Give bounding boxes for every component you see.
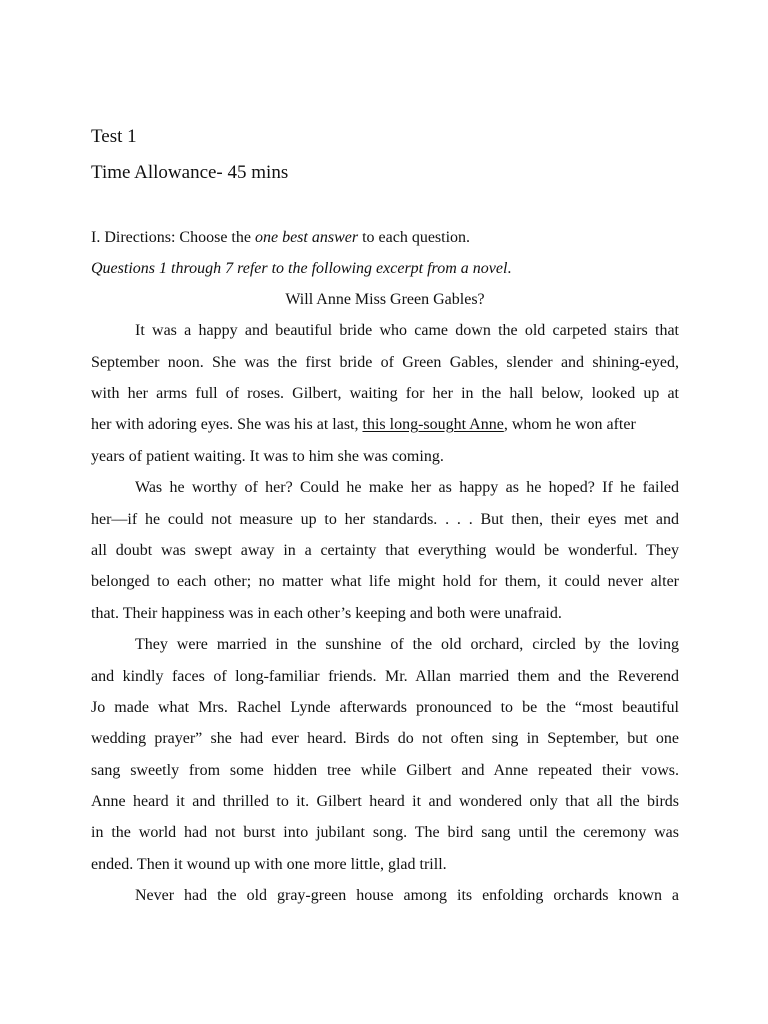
paragraph-1-line-4-start (91, 414, 636, 436)
paragraph-3-line-5: sang sweetly from some hidden tree while Gilbert and Anne repeated their vows. (91, 762, 679, 779)
paragraph-3-line-3: Jo made what Mrs. Rachel Lynde afterwards pronounced to be the “most beautiful (91, 699, 679, 716)
paragraph-3-line-4: wedding prayer” she had ever heard. Birds do not often sing in September, but one (91, 730, 679, 747)
paragraph-1-line-3: with her arms full of roses. Gilbert, waiting for her in the hall below, looked up at (91, 385, 679, 402)
directions-prefix: I. Directions: Choose the (91, 229, 255, 246)
paragraph-1-line-4-after: , whom he won after (503, 416, 636, 433)
paragraph-3-line-1: They were married in the sunshine of the old orchard, circled by the loving (135, 636, 679, 653)
questions-note (91, 258, 679, 280)
paragraph-3-line-6: Anne heard it and thrilled to it. Gilbert heard it and wondered only that all the birds (91, 793, 679, 810)
paragraph-4-line-1: Never had the old gray-green house among its enfolding orchards known a (135, 887, 679, 904)
paragraph-1-line-1: It was a happy and beautiful bride who came down the old carpeted stairs that (135, 322, 679, 339)
paragraph-2-line-5: that. Their happiness was in each other’s keeping and both were unafraid. (91, 605, 562, 622)
time-allowance: Time Allowance- 45 mins (91, 162, 289, 183)
passage-title: Will Anne Miss Green Gables? (285, 291, 485, 308)
underlined-phrase: this long-sought Anne (362, 416, 504, 433)
paragraph-3-line-2: and kindly faces of long-familiar friends. Mr. Allan married them and the Reverend (91, 668, 679, 685)
paragraph-1-line-4 (91, 414, 679, 436)
paragraph-3-line-8: ended. Then it wound up with one more little, glad trill. (91, 856, 447, 873)
questions-note-text: Questions 1 through 7 refer to the following excerpt from a novel (91, 260, 508, 277)
paragraph-2-line-4: belonged to each other; no matter what life might hold for them, it could never alter (91, 573, 679, 590)
paragraph-1-line-5: years of patient waiting. It was to him she was coming. (91, 448, 444, 465)
directions-line (91, 227, 679, 249)
paragraph-1-line-4-before: her with adoring eyes. She was his at last, (91, 416, 363, 433)
paragraph-3-line-7: in the world had not burst into jubilant song. The bird sang until the ceremony was (91, 824, 679, 841)
paragraph-2-line-3: all doubt was swept away in a certainty that everything would be wonderful. They (91, 542, 679, 559)
test-title: Test 1 (91, 126, 137, 147)
paragraph-2-line-1: Was he worthy of her? Could he make her as happy as he hoped? If he failed (135, 479, 679, 496)
paragraph-1-line-2: September noon. She was the first bride of Green Gables, slender and shining-eyed, (91, 354, 679, 371)
paragraph-2-line-2: her—if he could not measure up to her standards. . . . But then, their eyes met and (91, 511, 679, 528)
directions-suffix: to each question. (358, 229, 471, 246)
directions-emphasis: one best answer (254, 229, 359, 246)
questions-note-period: . (507, 260, 512, 277)
